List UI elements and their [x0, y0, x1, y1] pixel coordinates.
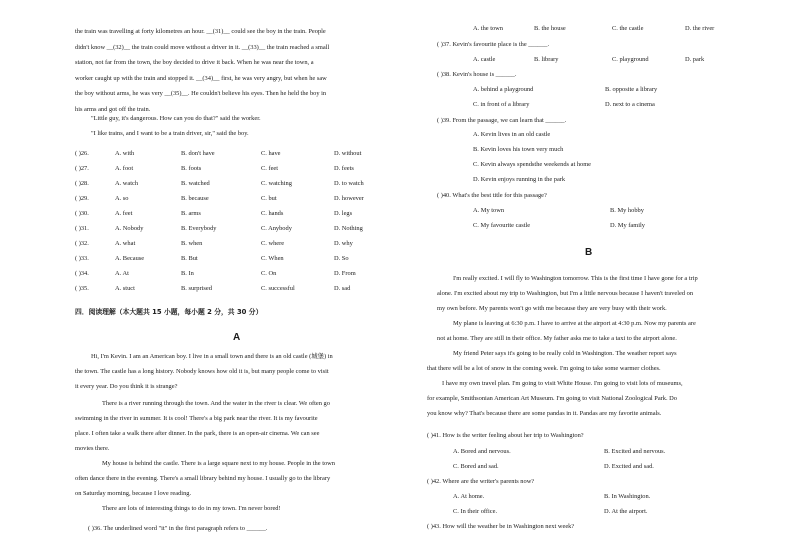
option-b: B. surprised	[181, 285, 212, 292]
passage-line: My house is behind the castle. There is a large square next to my house. People in the town	[102, 460, 335, 467]
passage-line: it every year. Do you think it is strange?	[75, 383, 178, 390]
option-a: A. Kevin lives in an old castle	[473, 131, 551, 138]
option-b: B. because	[181, 195, 209, 202]
option-a: A. At	[115, 270, 129, 277]
option-a: A. feet	[115, 210, 133, 217]
section-title: 四．阅读理解（本大题共 15 小题，每小题 2 分，共 30 分）	[75, 308, 263, 316]
option-c: C. in front of a library	[473, 101, 530, 108]
option-b: B. watched	[181, 180, 210, 187]
story-line: station, not far from the town, the boy decided to drive it back. When he was near the town, a	[75, 59, 314, 67]
option-d: D. From	[334, 270, 356, 277]
option-d: D. park	[685, 56, 705, 63]
option-c: C. hands	[261, 210, 284, 217]
question-43[interactable]: ( )43. How will the weather be in Washington next week?	[427, 523, 575, 530]
option-a: A. castle	[473, 56, 496, 63]
option-a: A. with	[115, 150, 135, 157]
question-40[interactable]: ( )40. What's the best title for this passage?	[437, 192, 547, 199]
option-d: D. My family	[610, 222, 645, 229]
option-b: B. arms	[181, 210, 201, 217]
option-a: A. Bored and nervous.	[453, 448, 511, 455]
question-39[interactable]: ( )39. From the passage, we can learn that ______.	[437, 117, 567, 124]
option-c: C. In their office.	[453, 508, 498, 515]
passage-a-title: A	[233, 332, 241, 343]
option-c: C. My favourite castle	[473, 222, 531, 229]
option-a: A. stuct	[115, 285, 135, 292]
passage-line: on Saturday morning, because I love reading.	[75, 490, 192, 497]
dialogue-line: "I like trains, and I want to be a train driver, sir," said the boy.	[91, 130, 249, 137]
option-b: B. library	[534, 56, 559, 63]
passage-line: not at home. They are still in their office. My father asks me to take a taxi to the airport alone.	[437, 335, 677, 342]
option-d: D. without	[334, 150, 362, 157]
option-c: C. but	[261, 195, 277, 202]
question-36[interactable]: ( )36. The underlined word "it" in the first paragraph refers to ______.	[88, 525, 268, 532]
option-d: D. to watch	[334, 180, 364, 187]
option-d: D. Nothing	[334, 225, 363, 232]
option-d: D. Excited and sad.	[604, 463, 654, 470]
option-a: A. the town	[473, 25, 503, 32]
question-number[interactable]: ( )32.	[75, 240, 89, 247]
passage-line: There are lots of interesting things to do in my town. I'm never bored!	[102, 505, 281, 512]
passage-line: for example, Smithsonian American Art Museum. I'm going to visit National Zoological Park. Do	[427, 395, 677, 402]
option-c: C. have	[261, 150, 281, 157]
question-number[interactable]: ( )27.	[75, 165, 89, 172]
passage-line: place. I often take a walk there after dinner. In the park, there is an open-air cinema. We can see	[75, 430, 320, 437]
option-c: C. feet	[261, 165, 279, 172]
question-number[interactable]: ( )26.	[75, 150, 89, 157]
passage-b-title: B	[585, 247, 593, 258]
option-b: B. Everybody	[181, 225, 217, 232]
question-number[interactable]: ( )30.	[75, 210, 89, 217]
passage-line: I have my own travel plan. I'm going to visit White House. I'm going to visit lots of museums,	[442, 380, 683, 387]
option-d: D. Kevin enjoys running in the park	[473, 176, 566, 183]
option-a: A. so	[115, 195, 129, 202]
passage-line: swimming in the river in summer. It is cool! There's a big park near the river. It is my favourite	[75, 415, 318, 422]
option-d: D. sad	[334, 285, 351, 292]
passage-line: you know why? That's because there are some pandas in it. Pandas are my favorite animals.	[427, 410, 662, 417]
passage-line: my own before. My parents won't go with me because they are very busy with their work.	[437, 305, 667, 312]
option-d: D. however	[334, 195, 364, 202]
option-a: A. watch	[115, 180, 139, 187]
option-c: C. the castle	[612, 25, 644, 32]
option-b: B. when	[181, 240, 203, 247]
option-b: B. foots	[181, 165, 202, 172]
option-d: D. So	[334, 255, 349, 262]
option-b: B. don't have	[181, 150, 215, 157]
option-a: A. Because	[115, 255, 145, 262]
question-number[interactable]: ( )34.	[75, 270, 89, 277]
option-b: B. My hobby	[610, 207, 644, 214]
option-d: D. why	[334, 240, 353, 247]
option-c: C. Bored and sad.	[453, 463, 499, 470]
question-42[interactable]: ( )42. Where are the writer's parents now?	[427, 478, 535, 485]
question-number[interactable]: ( )28.	[75, 180, 89, 187]
option-b: B. the house	[534, 25, 566, 32]
question-number[interactable]: ( )35.	[75, 285, 89, 292]
story-text	[75, 24, 385, 118]
option-a: A. Nobody	[115, 225, 144, 232]
question-number[interactable]: ( )31.	[75, 225, 89, 232]
passage-line: alone. I'm excited about my trip to Washington, but I'm a little nervous because I haven't traveled on	[437, 290, 694, 297]
story-line: the boy without arms, he was very __(35)__. He couldn't believe his eyes. Then he held the boy in	[75, 90, 327, 98]
story-line: didn't know __(32)__ the train could move without a driver in it. __(33)__ the train reached a small	[75, 43, 330, 51]
passage-line: My plane is leaving at 6:30 p.m. I have to arrive at the airport at 4:30 p.m. Now my parents are	[453, 320, 696, 327]
option-d: D. feets	[334, 165, 354, 172]
story-line: the train was travelling at forty kilometres an hour. __(31)__ could see the boy in the train. People	[75, 28, 326, 35]
question-number[interactable]: ( )33.	[75, 255, 89, 262]
passage-line: that there will be a lot of snow in the coming week. I'm going to take some warmer clothes.	[427, 365, 661, 372]
option-a: A. what	[115, 240, 136, 247]
option-b: B. Kevin loves his town very much	[473, 146, 564, 153]
option-d: D. At the airport.	[604, 508, 648, 515]
option-a: A. At home.	[453, 493, 485, 500]
passage-line: Hi, I'm Kevin. I am an American boy. I live in a small town and there is an old castle (城堡) in	[91, 353, 333, 360]
option-a: A. My town	[473, 207, 505, 214]
passage-line: often dance there in the evening. There's a small library behind my house. I usually go to the library	[75, 475, 331, 482]
option-c: C. When	[261, 255, 284, 262]
option-c: C. successful	[261, 285, 295, 292]
question-37[interactable]: ( )37. Kevin's favourite place is the ______.	[437, 41, 550, 48]
option-c: C. On	[261, 270, 277, 277]
option-c: C. watching	[261, 180, 292, 187]
story-line: his arms and got off the train.	[75, 105, 151, 113]
question-number[interactable]: ( )29.	[75, 195, 89, 202]
option-d: D. next to a cinema	[605, 101, 655, 108]
option-d: D. legs	[334, 210, 353, 217]
option-d: D. the river	[685, 25, 715, 32]
question-38[interactable]: ( )38. Kevin's house is ______.	[437, 71, 517, 78]
option-c: C. playground	[612, 56, 649, 63]
passage-line: My friend Peter says it's going to be really cold in Washington. The weather report says	[453, 350, 677, 357]
passage-line: the town. The castle has a long history. Nobody knows how old it is, but many people come to visit	[75, 368, 329, 375]
option-b: B. But	[181, 255, 198, 262]
option-c: C. Anybody	[261, 225, 292, 232]
option-c: C. where	[261, 240, 285, 247]
passage-line: There is a river running through the town. And the water in the river is clear. We often go	[102, 400, 330, 407]
question-41[interactable]: ( )41. How is the writer feeling about her trip to Washington?	[427, 432, 584, 439]
story-line: worker caught up with the train and stopped it. __(34)__ first, he was very angry, but when he saw	[75, 74, 327, 82]
option-b: B. In Washington.	[604, 493, 651, 500]
option-a: A. foot	[115, 165, 134, 172]
option-b: B. Excited and nervous.	[604, 448, 666, 455]
option-b: B. In	[181, 270, 194, 277]
passage-line: movies there.	[75, 445, 110, 452]
option-a: A. behind a playground	[473, 86, 534, 93]
passage-line: I'm really excited. I will fly to Washington tomorrow. This is the first time I have gone for a trip	[453, 275, 698, 282]
option-c: C. Kevin always spendsthe weekends at home	[473, 161, 592, 168]
option-b: B. opposite a library	[605, 86, 658, 93]
dialogue-line: "Little guy, it's dangerous. How can you do that?" said the worker.	[91, 115, 261, 122]
